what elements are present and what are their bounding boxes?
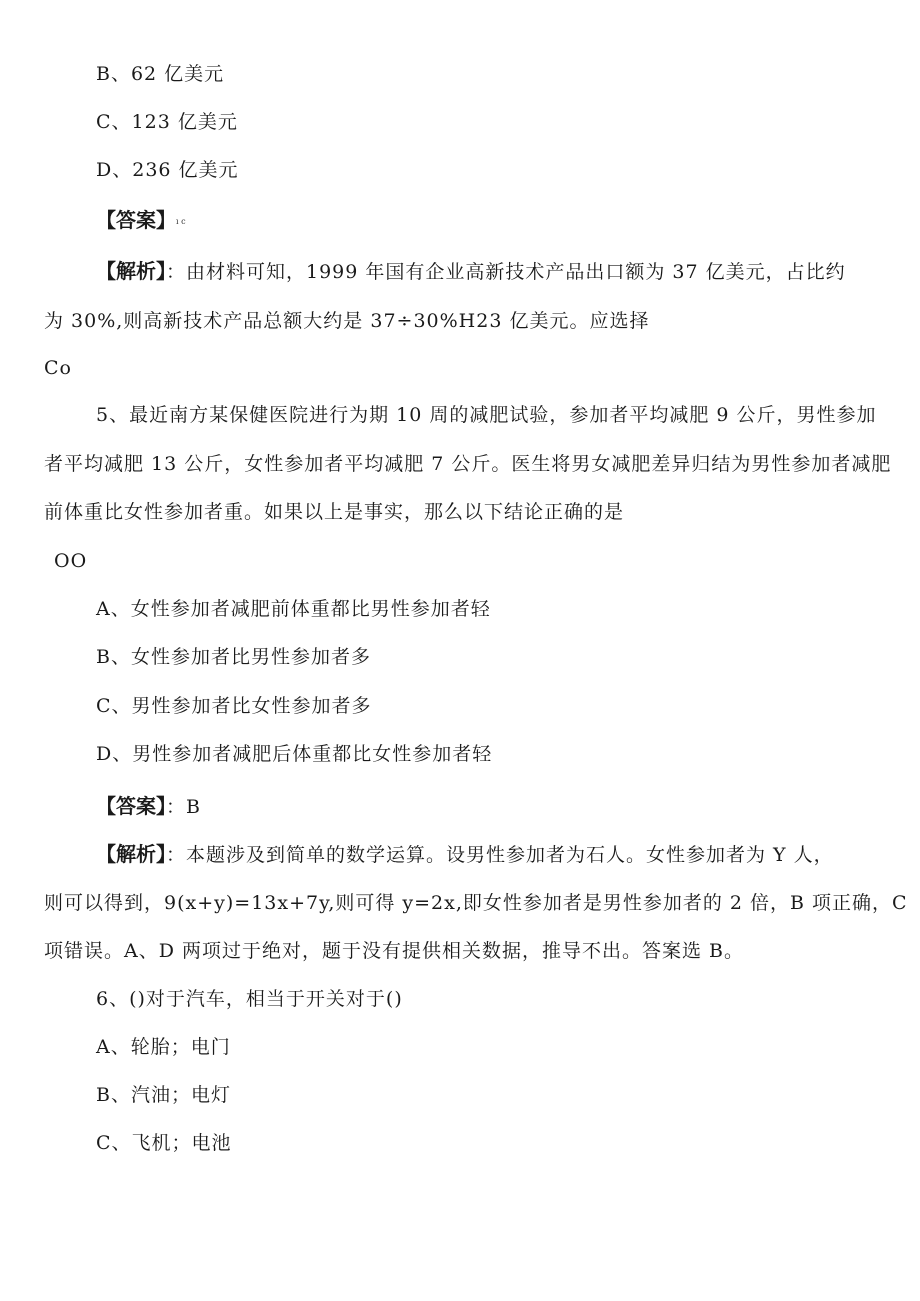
q5-stem-line-4: OO — [54, 550, 88, 572]
q4-analysis-text-1: ：由材料可知，1999 年国有企业高新技术产品出口额为 37 亿美元，占比约 — [166, 261, 846, 283]
q5-option-d: D、男性参加者减肥后体重都比女性参加者轻 — [96, 743, 493, 765]
q5-analysis-label: 【解析】 — [96, 842, 166, 866]
q6-option-c: C、飞机；电池 — [96, 1132, 232, 1154]
q4-option-b: B、62 亿美元 — [96, 63, 225, 85]
q5-analysis-text-1: ：本题涉及到简单的数学运算。设男性参加者为石人。女性参加者为 Y 人， — [166, 844, 834, 866]
q6-option-a: A、轮胎；电门 — [96, 1036, 231, 1058]
q5-analysis-line-3: 项错误。A、D 两项过于绝对，题于没有提供相关数据，推导不出。答案选 B。 — [44, 940, 744, 962]
q5-answer-label: 【答案】 — [96, 794, 166, 818]
q6-option-b: B、汽油；电灯 — [96, 1084, 231, 1106]
q5-stem-line-2: 者平均减肥 13 公斤，女性参加者平均减肥 7 公斤。医生将男女减肥差异归结为男性参加者减肥 — [44, 453, 892, 475]
q5-analysis-line-2: 则可以得到，9(x+y)=13x+7y,则可得 y=2x,即女性参加者是男性参加者的 2 倍，B 项正确，C — [44, 892, 908, 914]
q5-answer — [96, 794, 201, 819]
q4-option-c: C、123 亿美元 — [96, 111, 238, 133]
q5-option-b: B、女性参加者比男性参加者多 — [96, 646, 371, 668]
q5-analysis-line-1 — [96, 842, 834, 867]
q5-answer-value: ：B — [166, 796, 201, 818]
q5-stem-line-3: 前体重比女性参加者重。如果以上是事实，那么以下结论正确的是 — [44, 501, 625, 523]
q4-analysis-line-1 — [96, 259, 846, 284]
q4-analysis-label: 【解析】 — [96, 259, 166, 283]
q5-option-a: A、女性参加者减肥前体重都比男性参加者轻 — [96, 598, 491, 620]
q5-option-c: C、男性参加者比女性参加者多 — [96, 695, 372, 717]
q4-analysis-line-3: Co — [44, 357, 72, 379]
q5-stem-line-1: 5、最近南方某保健医院进行为期 10 周的减肥试验，参加者平均减肥 9 公斤，男性参加 — [96, 404, 877, 426]
q4-answer-mark: ı c — [176, 217, 186, 226]
q4-option-d: D、236 亿美元 — [96, 159, 239, 181]
q6-stem: 6、()对于汽车，相当于开关对于() — [96, 988, 403, 1010]
q4-answer-label: 【答案】 — [96, 208, 176, 232]
q4-answer — [96, 208, 186, 234]
q4-analysis-line-2: 为 30%,则高新技术产品总额大约是 37÷30%H23 亿美元。应选择 — [44, 310, 650, 332]
